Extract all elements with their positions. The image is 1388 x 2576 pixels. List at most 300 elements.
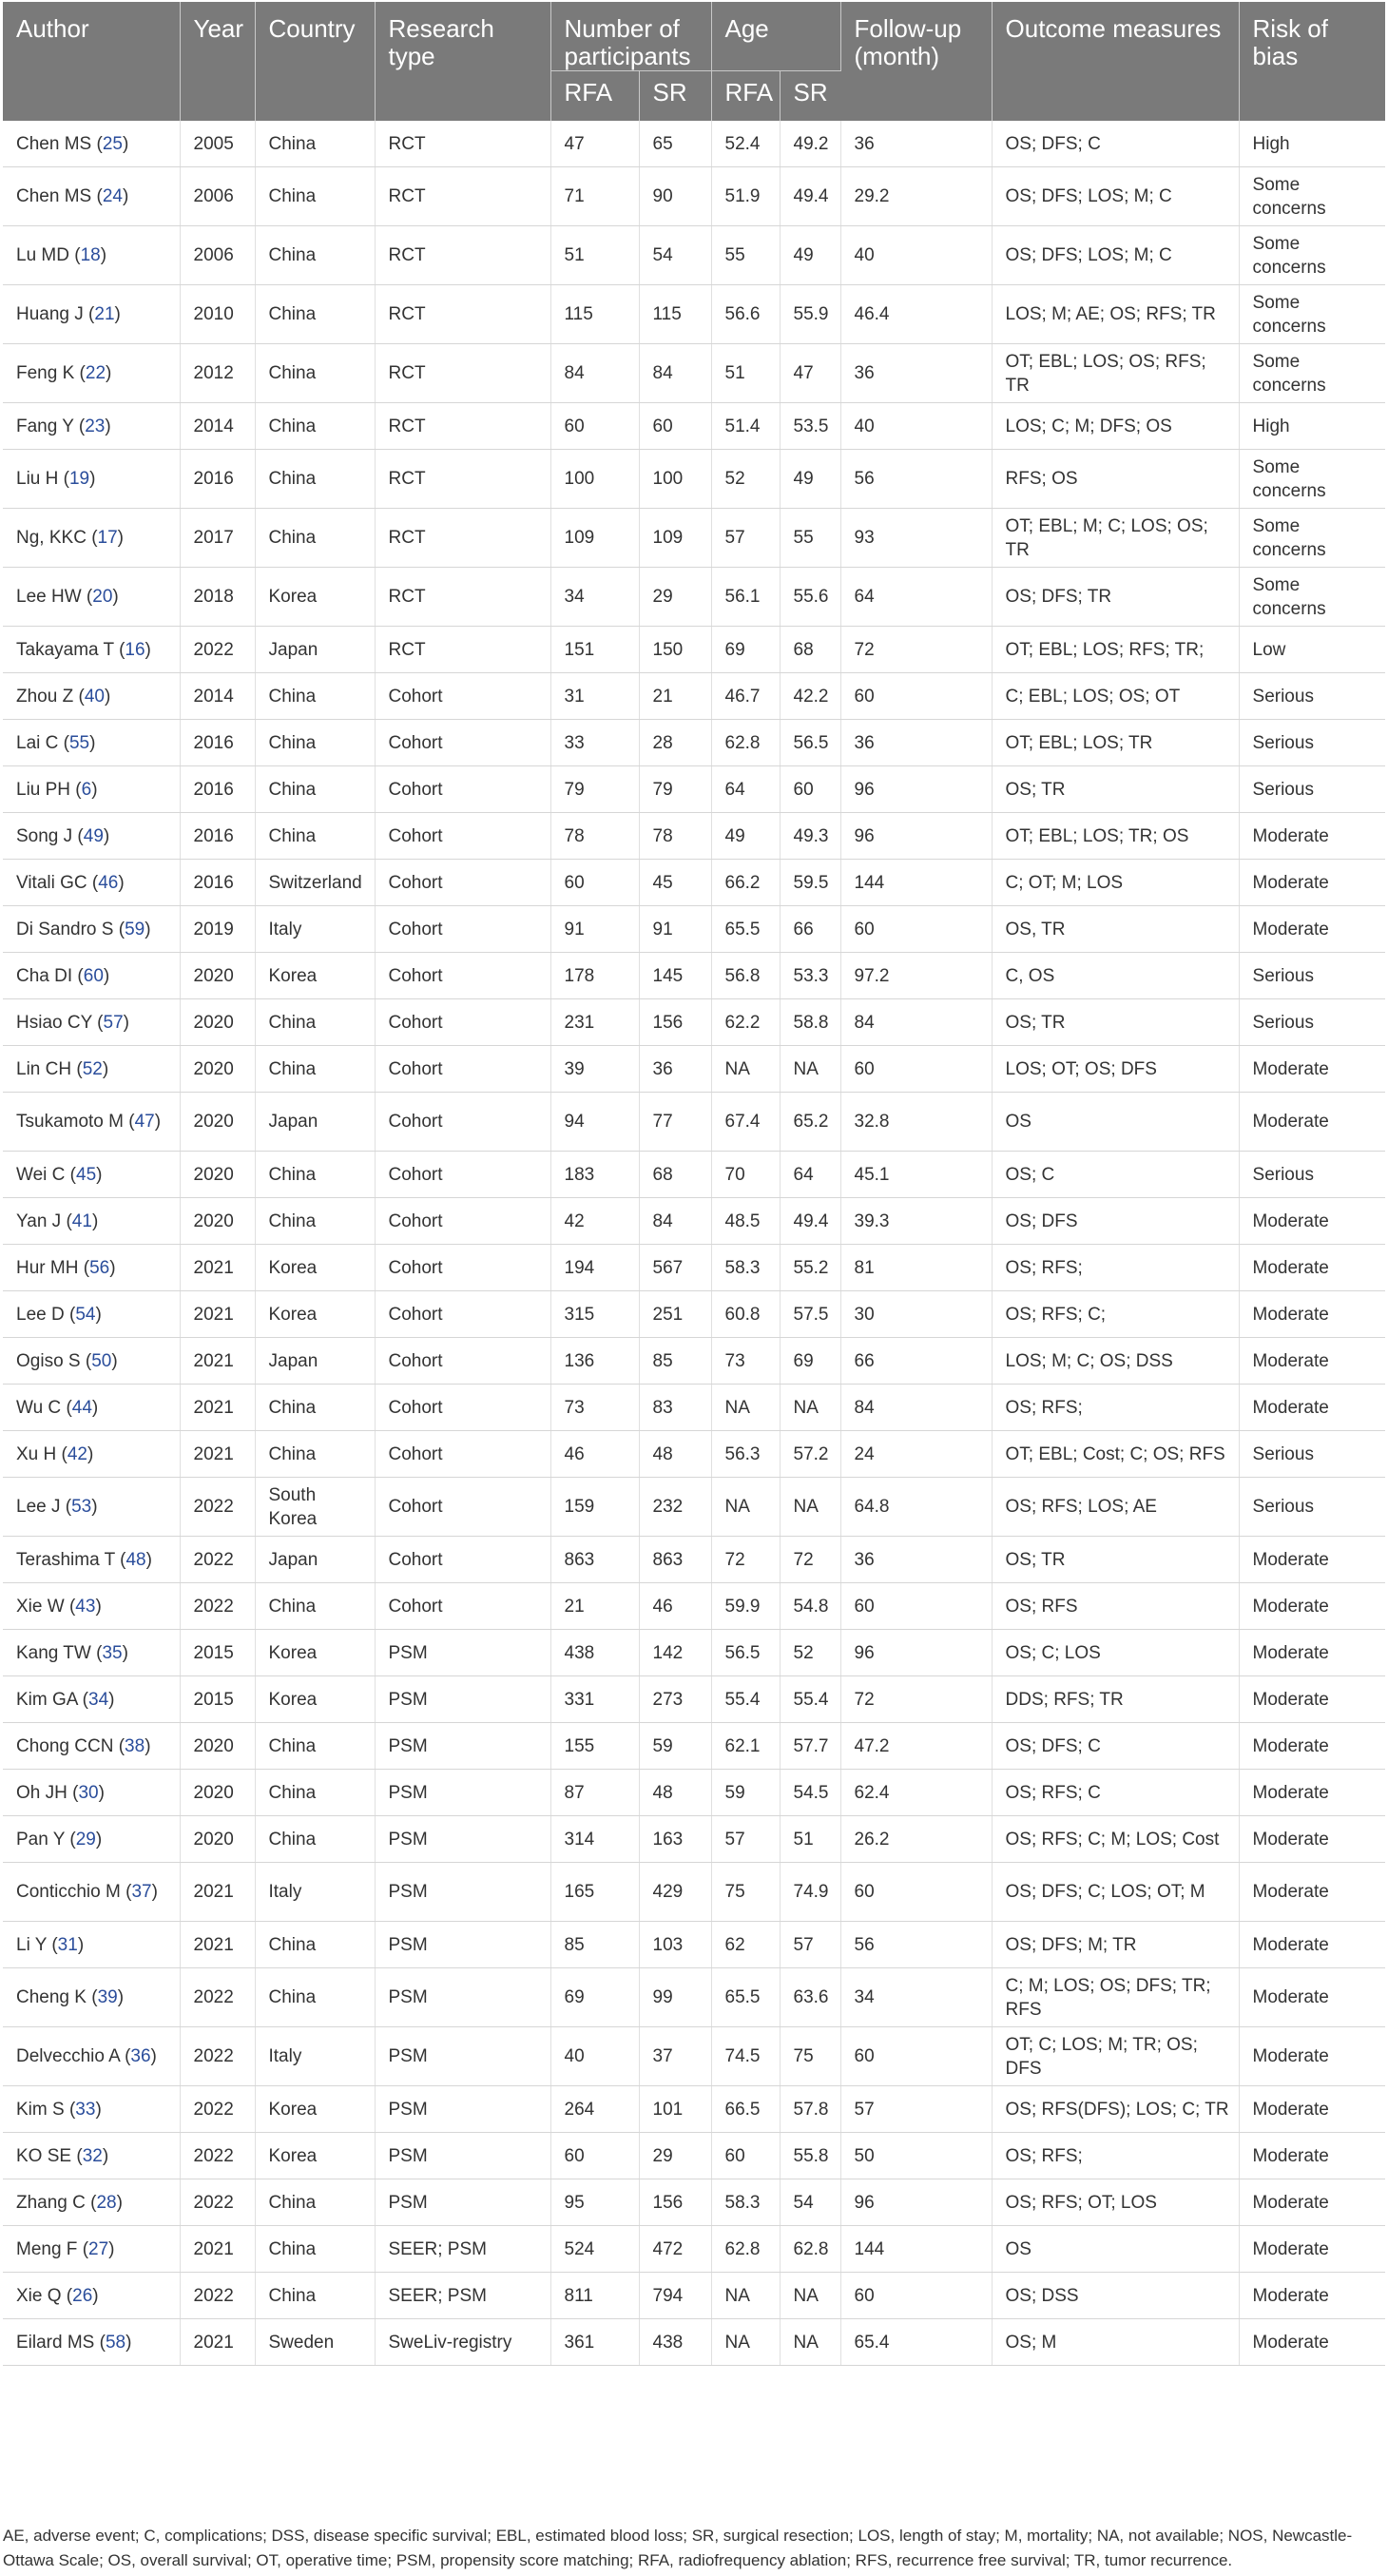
cell-research-type: Cohort: [375, 1385, 550, 1431]
cell-risk: Moderate: [1239, 1816, 1385, 1863]
cell-outcomes: OS; TR: [992, 999, 1239, 1046]
cell-outcomes: OS; M: [992, 2319, 1239, 2366]
cell-age-sr: 51: [780, 1816, 840, 1863]
cell-year: 2021: [180, 1863, 255, 1922]
author-name: Wu C: [16, 1397, 62, 1418]
cell-country: Korea: [255, 2133, 375, 2179]
table-row: [3, 2319, 1385, 2366]
cell-participants-rfa: 159: [550, 1478, 639, 1537]
reference-link[interactable]: 59: [125, 919, 145, 939]
author-name: Hur MH: [16, 1257, 79, 1278]
cell-author: Zhou Z (40): [3, 673, 180, 720]
table-row: [3, 1537, 1385, 1583]
reference-link[interactable]: 20: [92, 587, 113, 607]
cell-country: China: [255, 121, 375, 167]
reference-link[interactable]: 39: [97, 1987, 118, 2007]
cell-research-type: PSM: [375, 1816, 550, 1863]
reference-link[interactable]: 37: [131, 1882, 152, 1902]
cell-participants-rfa: 136: [550, 1338, 639, 1385]
cell-participants-sr: 145: [639, 953, 711, 999]
cell-country: China: [255, 766, 375, 813]
table-row: [3, 1478, 1385, 1537]
cell-age-rfa: 67.4: [711, 1093, 780, 1152]
cell-age-rfa: NA: [711, 2319, 780, 2366]
cell-participants-rfa: 60: [550, 2133, 639, 2179]
reference-link[interactable]: 46: [98, 872, 119, 893]
cell-age-rfa: 56.8: [711, 953, 780, 999]
reference-link[interactable]: 36: [130, 2046, 151, 2066]
cell-participants-sr: 103: [639, 1922, 711, 1968]
cell-age-sr: 54.5: [780, 1770, 840, 1816]
cell-participants-rfa: 115: [550, 285, 639, 344]
cell-research-type: Cohort: [375, 813, 550, 860]
cell-participants-sr: 85: [639, 1338, 711, 1385]
table-row: [3, 999, 1385, 1046]
cell-participants-sr: 84: [639, 1198, 711, 1245]
reference-link[interactable]: 27: [88, 2238, 109, 2259]
cell-risk: Low: [1239, 627, 1385, 673]
cell-country: China: [255, 2273, 375, 2319]
table-row: [3, 860, 1385, 906]
cell-risk: Some concerns: [1239, 226, 1385, 285]
cell-research-type: RCT: [375, 450, 550, 509]
cell-risk: Serious: [1239, 953, 1385, 999]
reference-link[interactable]: 60: [83, 965, 104, 986]
cell-participants-sr: 438: [639, 2319, 711, 2366]
author-name: Li Y: [16, 1934, 48, 1955]
cell-year: 2012: [180, 344, 255, 403]
cell-risk: Moderate: [1239, 1385, 1385, 1431]
table-row: [3, 1245, 1385, 1291]
cell-risk: Moderate: [1239, 1770, 1385, 1816]
cell-outcomes: OT; EBL; M; C; LOS; OS; TR: [992, 509, 1239, 568]
reference-link[interactable]: 21: [94, 304, 115, 324]
header-research-type: Research type: [375, 2, 550, 121]
cell-outcomes: OS; RFS; LOS; AE: [992, 1478, 1239, 1537]
cell-research-type: Cohort: [375, 906, 550, 953]
cell-age-sr: 57: [780, 1922, 840, 1968]
cell-participants-sr: 48: [639, 1770, 711, 1816]
cell-country: Japan: [255, 1537, 375, 1583]
cell-followup: 34: [840, 1968, 992, 2027]
cell-participants-sr: 48: [639, 1431, 711, 1478]
reference-link[interactable]: 49: [83, 825, 104, 846]
cell-year: 2020: [180, 1152, 255, 1198]
cell-risk: Moderate: [1239, 906, 1385, 953]
cell-research-type: Cohort: [375, 999, 550, 1046]
cell-participants-sr: 156: [639, 2179, 711, 2226]
cell-participants-rfa: 91: [550, 906, 639, 953]
cell-author: Xu H (42): [3, 1431, 180, 1478]
author-name: Kim S: [16, 2099, 65, 2120]
reference-link[interactable]: 19: [68, 469, 90, 489]
cell-age-sr: 60: [780, 766, 840, 813]
cell-country: China: [255, 673, 375, 720]
cell-country: Japan: [255, 1338, 375, 1385]
reference-link[interactable]: 23: [85, 416, 106, 436]
cell-age-sr: 54.8: [780, 1583, 840, 1630]
reference-link[interactable]: 35: [102, 1642, 123, 1663]
cell-followup: 40: [840, 226, 992, 285]
cell-country: China: [255, 1723, 375, 1770]
table-row: [3, 2179, 1385, 2226]
author-name: Xu H: [16, 1443, 57, 1464]
cell-age-sr: 55.8: [780, 2133, 840, 2179]
cell-age-rfa: 59: [711, 1770, 780, 1816]
cell-risk: Moderate: [1239, 1537, 1385, 1583]
reference-link[interactable]: 40: [84, 686, 105, 707]
cell-participants-rfa: 109: [550, 509, 639, 568]
cell-participants-rfa: 34: [550, 568, 639, 627]
reference-link[interactable]: 55: [68, 732, 90, 753]
cell-participants-rfa: 361: [550, 2319, 639, 2366]
cell-year: 2016: [180, 860, 255, 906]
cell-participants-rfa: 524: [550, 2226, 639, 2273]
reference-link[interactable]: 16: [125, 639, 145, 660]
cell-age-rfa: NA: [711, 2273, 780, 2319]
author-name: Xie W: [16, 1596, 65, 1617]
cell-outcomes: C; M; LOS; OS; DFS; TR; RFS: [992, 1968, 1239, 2027]
reference-link[interactable]: 6: [81, 779, 92, 800]
cell-age-rfa: 62.8: [711, 2226, 780, 2273]
table-body: [3, 121, 1385, 2366]
author-name: Ng, KKC: [16, 528, 87, 548]
reference-link[interactable]: 56: [89, 1257, 110, 1278]
author-name: Chen MS: [16, 133, 92, 154]
cell-risk: Some concerns: [1239, 568, 1385, 627]
cell-outcomes: OT; EBL; LOS; OS; RFS; TR: [992, 344, 1239, 403]
author-name: Lee D: [16, 1304, 65, 1325]
reference-link[interactable]: 44: [71, 1397, 92, 1418]
reference-link[interactable]: 33: [75, 2099, 96, 2120]
cell-author: Meng F (27): [3, 2226, 180, 2273]
cell-participants-sr: 54: [639, 226, 711, 285]
cell-outcomes: C; OT; M; LOS: [992, 860, 1239, 906]
cell-participants-rfa: 264: [550, 2086, 639, 2133]
cell-author: Cha DI (60): [3, 953, 180, 999]
cell-age-sr: 69: [780, 1338, 840, 1385]
cell-age-rfa: NA: [711, 1046, 780, 1093]
cell-risk: High: [1239, 403, 1385, 450]
cell-outcomes: OS; DFS; C: [992, 121, 1239, 167]
cell-country: China: [255, 450, 375, 509]
cell-year: 2022: [180, 2133, 255, 2179]
cell-year: 2022: [180, 1583, 255, 1630]
cell-participants-sr: 84: [639, 344, 711, 403]
cell-participants-rfa: 40: [550, 2027, 639, 2086]
reference-link[interactable]: 41: [71, 1211, 92, 1231]
cell-age-rfa: 51.9: [711, 167, 780, 226]
cell-participants-sr: 100: [639, 450, 711, 509]
reference-link[interactable]: 29: [75, 1829, 96, 1850]
cell-year: 2015: [180, 1676, 255, 1723]
cell-author: Zhang C (28): [3, 2179, 180, 2226]
cell-year: 2005: [180, 121, 255, 167]
cell-year: 2020: [180, 953, 255, 999]
table-row: [3, 1152, 1385, 1198]
reference-link[interactable]: 22: [85, 363, 106, 383]
table-row: [3, 2226, 1385, 2273]
reference-link[interactable]: 17: [97, 528, 118, 548]
cell-followup: 96: [840, 766, 992, 813]
reference-link[interactable]: 24: [102, 186, 123, 206]
cell-research-type: PSM: [375, 2027, 550, 2086]
cell-outcomes: OT; EBL; LOS; RFS; TR;: [992, 627, 1239, 673]
cell-participants-rfa: 151: [550, 627, 639, 673]
cell-age-sr: 49: [780, 450, 840, 509]
cell-followup: 84: [840, 1385, 992, 1431]
reference-link[interactable]: 48: [125, 1549, 146, 1570]
cell-followup: 56: [840, 1922, 992, 1968]
cell-participants-sr: 472: [639, 2226, 711, 2273]
reference-link[interactable]: 34: [88, 1689, 109, 1710]
reference-link[interactable]: 43: [75, 1596, 96, 1617]
cell-participants-rfa: 863: [550, 1537, 639, 1583]
reference-link[interactable]: 38: [125, 1735, 145, 1756]
cell-research-type: Cohort: [375, 1245, 550, 1291]
cell-risk: Some concerns: [1239, 344, 1385, 403]
cell-participants-rfa: 155: [550, 1723, 639, 1770]
author-name: Lee J: [16, 1497, 61, 1517]
reference-link[interactable]: 50: [91, 1350, 112, 1371]
table-row: [3, 285, 1385, 344]
cell-outcomes: LOS; OT; OS; DFS: [992, 1046, 1239, 1093]
reference-link[interactable]: 45: [76, 1164, 97, 1185]
cell-participants-sr: 68: [639, 1152, 711, 1198]
cell-year: 2021: [180, 1922, 255, 1968]
cell-outcomes: OS; RFS; C: [992, 1770, 1239, 1816]
author-name: Wei C: [16, 1164, 66, 1185]
author-name: Kim GA: [16, 1689, 78, 1710]
author-name: Lu MD: [16, 245, 69, 265]
reference-link[interactable]: 57: [103, 1012, 124, 1033]
author-name: Feng K: [16, 363, 75, 383]
cell-age-sr: 59.5: [780, 860, 840, 906]
cell-outcomes: OS; DFS; C; LOS; OT; M: [992, 1863, 1239, 1922]
cell-participants-rfa: 331: [550, 1676, 639, 1723]
cell-author: Tsukamoto M (47): [3, 1093, 180, 1152]
cell-research-type: PSM: [375, 2086, 550, 2133]
cell-country: China: [255, 1922, 375, 1968]
author-name: Xie Q: [16, 2285, 62, 2306]
cell-participants-sr: 78: [639, 813, 711, 860]
cell-participants-sr: 863: [639, 1537, 711, 1583]
author-name: Fang Y: [16, 416, 74, 436]
cell-author: Lee J (53): [3, 1478, 180, 1537]
reference-link[interactable]: 52: [82, 1058, 103, 1079]
cell-participants-rfa: 811: [550, 2273, 639, 2319]
cell-outcomes: OT; EBL; Cost; C; OS; RFS: [992, 1431, 1239, 1478]
cell-followup: 36: [840, 344, 992, 403]
cell-author: Lai C (55): [3, 720, 180, 766]
cell-followup: 36: [840, 720, 992, 766]
cell-participants-rfa: 85: [550, 1922, 639, 1968]
reference-link[interactable]: 18: [80, 245, 101, 265]
cell-year: 2022: [180, 1478, 255, 1537]
cell-followup: 40: [840, 403, 992, 450]
author-name: Lin CH: [16, 1058, 72, 1079]
cell-age-sr: NA: [780, 2273, 840, 2319]
cell-year: 2022: [180, 2179, 255, 2226]
cell-research-type: Cohort: [375, 1152, 550, 1198]
author-name: Song J: [16, 825, 73, 846]
reference-link[interactable]: 26: [72, 2285, 93, 2306]
cell-outcomes: OS; RFS; OT; LOS: [992, 2179, 1239, 2226]
cell-outcomes: OS; DFS; TR: [992, 568, 1239, 627]
cell-risk: Moderate: [1239, 1723, 1385, 1770]
cell-outcomes: OS; RFS;: [992, 2133, 1239, 2179]
author-name: Cha DI: [16, 965, 73, 986]
cell-age-sr: NA: [780, 2319, 840, 2366]
cell-risk: Moderate: [1239, 2179, 1385, 2226]
cell-participants-sr: 156: [639, 999, 711, 1046]
studies-table: [3, 2, 1385, 2366]
reference-link[interactable]: 58: [105, 2332, 126, 2353]
author-name: Pan Y: [16, 1829, 66, 1850]
cell-participants-sr: 101: [639, 2086, 711, 2133]
reference-link[interactable]: 54: [75, 1304, 96, 1325]
reference-link[interactable]: 30: [78, 1782, 99, 1803]
cell-outcomes: OT; EBL; LOS; TR; OS: [992, 813, 1239, 860]
cell-country: Korea: [255, 953, 375, 999]
cell-followup: 64.8: [840, 1478, 992, 1537]
cell-age-sr: 75: [780, 2027, 840, 2086]
reference-link[interactable]: 25: [102, 133, 123, 154]
cell-risk: Moderate: [1239, 1093, 1385, 1152]
cell-year: 2022: [180, 2273, 255, 2319]
cell-country: Korea: [255, 1291, 375, 1338]
cell-country: China: [255, 813, 375, 860]
cell-outcomes: OS; TR: [992, 766, 1239, 813]
reference-link[interactable]: 53: [71, 1497, 92, 1517]
cell-author: Li Y (31): [3, 1922, 180, 1968]
cell-age-rfa: 74.5: [711, 2027, 780, 2086]
cell-age-rfa: 60: [711, 2133, 780, 2179]
table-row: [3, 226, 1385, 285]
cell-age-sr: 55.9: [780, 285, 840, 344]
cell-country: China: [255, 720, 375, 766]
cell-participants-sr: 79: [639, 766, 711, 813]
cell-followup: 45.1: [840, 1152, 992, 1198]
cell-participants-rfa: 78: [550, 813, 639, 860]
cell-year: 2020: [180, 1770, 255, 1816]
cell-participants-rfa: 178: [550, 953, 639, 999]
cell-country: China: [255, 1431, 375, 1478]
author-name: Terashima T: [16, 1549, 115, 1570]
cell-followup: 60: [840, 673, 992, 720]
cell-followup: 39.3: [840, 1198, 992, 1245]
cell-risk: Some concerns: [1239, 450, 1385, 509]
cell-age-sr: 63.6: [780, 1968, 840, 2027]
cell-followup: 96: [840, 2179, 992, 2226]
table-row: [3, 1338, 1385, 1385]
table-row: [3, 1046, 1385, 1093]
cell-age-sr: 54: [780, 2179, 840, 2226]
cell-age-rfa: NA: [711, 1385, 780, 1431]
cell-age-rfa: 69: [711, 627, 780, 673]
cell-risk: Serious: [1239, 766, 1385, 813]
cell-risk: Moderate: [1239, 1583, 1385, 1630]
cell-risk: Moderate: [1239, 1291, 1385, 1338]
cell-research-type: RCT: [375, 627, 550, 673]
cell-country: China: [255, 1816, 375, 1863]
cell-age-rfa: 56.3: [711, 1431, 780, 1478]
cell-followup: 60: [840, 1046, 992, 1093]
cell-year: 2021: [180, 2226, 255, 2273]
cell-author: Wei C (45): [3, 1152, 180, 1198]
cell-author: Xie Q (26): [3, 2273, 180, 2319]
cell-followup: 50: [840, 2133, 992, 2179]
table-footnote: AE, adverse event; C, complications; DSS, disease specific survival; EBL, estimated blood loss; SR, surgical resection; LOS, length of stay; M, mortality; NA, not available; NOS, Newcastle-Ottawa Scale; OS, overall survival; OT, operative time; PSM, propensity score matching; RFA, radiofrequency ablation; RFS, recurrence free survival; TR, tumor recurrence.: [3, 2527, 1353, 2569]
cell-risk: Moderate: [1239, 2273, 1385, 2319]
cell-age-sr: 49.2: [780, 121, 840, 167]
table-row: [3, 1676, 1385, 1723]
table-row: [3, 906, 1385, 953]
cell-research-type: Cohort: [375, 1478, 550, 1537]
cell-age-rfa: 57: [711, 509, 780, 568]
cell-country: China: [255, 1583, 375, 1630]
cell-research-type: PSM: [375, 2133, 550, 2179]
table-row: [3, 1093, 1385, 1152]
cell-risk: Moderate: [1239, 1922, 1385, 1968]
author-name: Di Sandro S: [16, 919, 114, 939]
reference-link[interactable]: 31: [57, 1934, 78, 1955]
cell-year: 2020: [180, 1093, 255, 1152]
header-row: [3, 2, 1385, 71]
cell-research-type: Cohort: [375, 1431, 550, 1478]
cell-year: 2021: [180, 1431, 255, 1478]
cell-age-rfa: 62.8: [711, 720, 780, 766]
cell-followup: 72: [840, 1676, 992, 1723]
reference-link[interactable]: 28: [96, 2192, 117, 2213]
cell-research-type: Cohort: [375, 766, 550, 813]
cell-year: 2010: [180, 285, 255, 344]
cell-country: China: [255, 1385, 375, 1431]
cell-age-sr: 55.4: [780, 1676, 840, 1723]
cell-participants-sr: 567: [639, 1245, 711, 1291]
cell-risk: Some concerns: [1239, 285, 1385, 344]
cell-outcomes: OS; RFS: [992, 1583, 1239, 1630]
cell-participants-sr: 150: [639, 627, 711, 673]
cell-age-sr: 57.7: [780, 1723, 840, 1770]
cell-author: Eilard MS (58): [3, 2319, 180, 2366]
cell-year: 2014: [180, 403, 255, 450]
cell-participants-sr: 59: [639, 1723, 711, 1770]
cell-participants-sr: 163: [639, 1816, 711, 1863]
cell-outcomes: C, OS: [992, 953, 1239, 999]
cell-risk: Moderate: [1239, 1676, 1385, 1723]
cell-author: Liu H (19): [3, 450, 180, 509]
reference-link[interactable]: 42: [67, 1443, 87, 1464]
reference-link[interactable]: 47: [134, 1112, 155, 1132]
table-row: [3, 2027, 1385, 2086]
cell-age-rfa: 65.5: [711, 906, 780, 953]
cell-participants-sr: 90: [639, 167, 711, 226]
header-year: Year: [180, 2, 255, 121]
cell-author: Song J (49): [3, 813, 180, 860]
table-row: [3, 1630, 1385, 1676]
cell-year: 2022: [180, 2086, 255, 2133]
cell-participants-sr: 142: [639, 1630, 711, 1676]
author-name: Lai C: [16, 732, 59, 753]
cell-age-rfa: 73: [711, 1338, 780, 1385]
cell-age-sr: NA: [780, 1385, 840, 1431]
cell-participants-rfa: 33: [550, 720, 639, 766]
reference-link[interactable]: 32: [82, 2145, 103, 2166]
cell-participants-rfa: 231: [550, 999, 639, 1046]
cell-risk: Moderate: [1239, 1046, 1385, 1093]
cell-author: Chen MS (25): [3, 121, 180, 167]
